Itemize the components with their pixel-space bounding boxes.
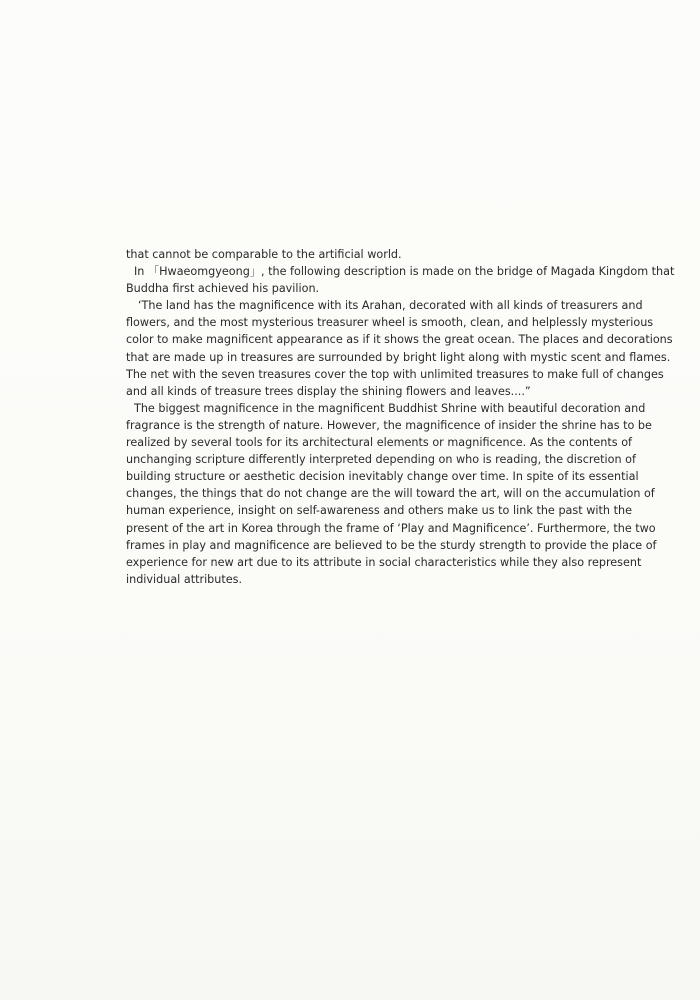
- text-line: frames in play and magnificence are believed to be the sturdy strength to provide the place of: [126, 538, 657, 552]
- text-line: human experience, insight on self-awareness and others make us to link the past with the: [126, 504, 632, 518]
- text-line: The net with the seven treasures cover the top with unlimited treasures to make full of changes: [126, 367, 664, 381]
- text-line: In 「Hwaeomgyeong」, the following description is made on the bridge of Magada Kingdom that: [134, 265, 675, 279]
- text-line: and all kinds of treasure trees display the shining flowers and leaves....”: [126, 384, 531, 398]
- text-line: realized by several tools for its architectural elements or magnificence. As the contents of: [126, 436, 632, 450]
- text-line: ‘The land has the magnificence with its Arahan, decorated with all kinds of treasurers and: [138, 299, 643, 313]
- text-line: Buddha first achieved his pavilion.: [126, 282, 320, 296]
- paragraph-magnificence: [126, 400, 657, 588]
- text-line: color to make magnificent appearance as if it shows the great ocean. The places and decorations: [126, 333, 673, 347]
- text-line: individual attributes.: [126, 572, 243, 586]
- paragraph-quotation: [126, 297, 673, 400]
- paragraph-continuation: [126, 246, 632, 263]
- text-line: that cannot be comparable to the artificial world.: [126, 248, 402, 261]
- text-line: present of the art in Korea through the frame of ‘Play and Magnificence’. Furthermore, the two: [126, 521, 656, 535]
- text-line: that are made up in treasures are surrounded by bright light along with mystic scent and flames.: [126, 350, 671, 364]
- text-line: building structure or aesthetic decision inevitably change over time. In spite of its essential: [126, 470, 639, 484]
- paragraph-hwaeomgyeong-intro: [126, 263, 675, 297]
- text-line: changes, the things that do not change are the will toward the art, will on the accumulation of: [126, 487, 655, 501]
- body-text: [126, 246, 675, 588]
- text-line: The biggest magnificence in the magnificent Buddhist Shrine with beautiful decoration and: [134, 401, 646, 415]
- text-line: unchanging scripture differently interpreted depending on who is reading, the discretion of: [126, 453, 636, 467]
- text-line: fragrance is the strength of nature. However, the magnificence of insider the shrine has to be: [126, 418, 652, 432]
- text-line: experience for new art due to its attribute in social characteristics while they also represent: [126, 555, 642, 569]
- text-line: flowers, and the most mysterious treasurer wheel is smooth, clean, and helplessly mysterious: [126, 316, 654, 330]
